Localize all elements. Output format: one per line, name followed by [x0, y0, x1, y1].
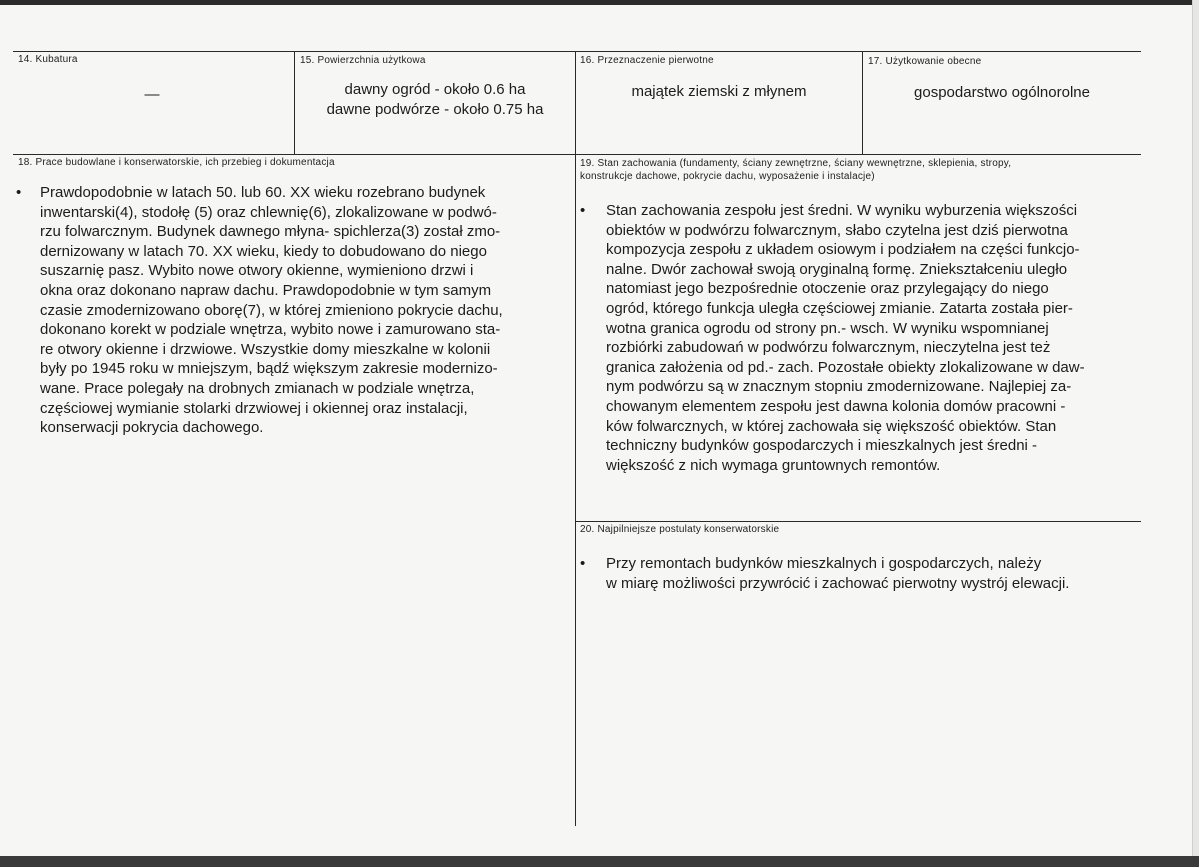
field-16-value: majątek ziemski z młynem: [631, 83, 807, 100]
field-18-line: inwentarski(4), stodołę (5) oraz chlewnię(6), zlokalizowane w podwó-: [40, 203, 497, 221]
field-18-bullet: •: [16, 184, 22, 201]
field-15-line: dawne podwórze - około 0.75 ha: [326, 101, 544, 118]
field-19-line: wotna granica ogrodu od strony pn.- wsch. W wyniku wspomnianej: [606, 319, 1049, 337]
field-19-line: nym podwórzu są w znacznym stopniu zmodernizowane. Najlepiej za-: [606, 378, 1072, 396]
grid-line-col2: [575, 51, 576, 826]
grid-line-section20-top: [575, 521, 1141, 522]
field-18-line: re otwory okienne i drzwiowe. Wszystkie domy mieszkalne w kolonii: [40, 340, 491, 358]
field-19-line: techniczny budynków gospodarczych i mieszkalnych jest średni -: [606, 437, 1038, 455]
field-18-label: 18. Prace budowlane i konserwatorskie, ich przebieg i dokumentacja: [18, 157, 335, 168]
field-18-line: rzu folwarcznym. Budynek dawnego młyna- spichlerza(3) został zmo-: [40, 223, 501, 241]
field-19-line: chowanym elementem zespołu jest dawna kolonia domów pracowni -: [606, 397, 1066, 415]
field-16-label: 16. Przeznaczenie pierwotne: [580, 55, 714, 66]
field-19-line: rozbiórki zabudowań w podwórzu folwarcznym, nieczytelna jest też: [606, 339, 1051, 357]
field-20-text: [606, 554, 1141, 593]
field-20-bullet: •: [580, 555, 586, 572]
field-20-line: w miarę możliwości przywrócić i zachować pierwotny wystrój elewacji.: [606, 574, 1070, 592]
grid-line-top: [13, 51, 1141, 52]
field-18-line: konserwacji pokrycia dachowego.: [40, 419, 264, 437]
scan-top-edge: [0, 0, 1199, 5]
field-19-bullet: •: [580, 202, 586, 219]
scan-bottom-edge: [0, 856, 1199, 867]
grid-line-row1-bottom: [13, 154, 1141, 155]
field-19-line: natomiast jego bezpośrednie otoczenie oraz przylegający do niego: [606, 280, 1049, 298]
field-19-label-line: konstrukcje dachowe, pokrycie dachu, wyposażenie i instalacje): [580, 171, 875, 182]
field-19-line: ków folwarcznych, w której zachowała się większość obiektów. Stan: [606, 417, 1057, 435]
field-18-line: dernizowany w latach 70. XX wieku, kiedy to dobudowano do niego: [40, 242, 487, 260]
field-19-line: nalne. Dwór zachował swoją oryginalną formę. Zniekształceniu uległo: [606, 260, 1068, 278]
field-18-line: suszarnię pasz. Wybito nowe otwory okienne, wymieniono drzwi i: [40, 262, 474, 280]
field-14-value: —: [144, 86, 160, 103]
field-19-line: kompozycja zespołu z układem osiowym i podziałem na części funkcjo-: [606, 241, 1080, 259]
field-18-line: dokonano korekt w podziale wnętrza, wybito nowe i zamurowano sta-: [40, 321, 501, 339]
field-19-line: większość z nich wymaga gruntownych remontów.: [606, 456, 941, 474]
field-15-line: dawny ogród - około 0.6 ha: [344, 81, 526, 98]
field-18-line: częściowej wymianie stolarki drzwiowej i okiennej oraz instalacji,: [40, 399, 468, 417]
field-19-line: obiektów w podwórzu folwarcznym, słabo czytelna jest dziś pierwotna: [606, 221, 1068, 239]
field-19-text: [606, 201, 1141, 475]
field-18-line: wane. Prace polegały na drobnych zmianach w podziale wnętrza,: [40, 379, 475, 397]
field-15-label: 15. Powierzchnia użytkowa: [300, 55, 426, 66]
field-20-line: Przy remontach budynków mieszkalnych i gospodarczych, należy: [606, 555, 1042, 572]
field-17-value: gospodarstwo ogólnorolne: [914, 84, 1090, 101]
field-20-label: 20. Najpilniejsze postulaty konserwatorskie: [580, 524, 780, 535]
field-19-label-line: 19. Stan zachowania (fundamenty, ściany zewnętrzne, ściany wewnętrzne, sklepienia, stropy,: [580, 158, 1012, 169]
field-17-label: 17. Użytkowanie obecne: [868, 56, 982, 67]
field-19-line: Stan zachowania zespołu jest średni. W wyniku wyburzenia większości: [606, 202, 1078, 219]
field-19-line: granica założenia od pd.- zach. Pozostałe obiekty zlokalizowane w daw-: [606, 358, 1085, 376]
field-18-line: okna oraz dokonano napraw dachu. Prawdopodobnie w tym samym: [40, 281, 492, 299]
field-18-line: Prawdopodobnie w latach 50. lub 60. XX wieku rozebrano budynek: [40, 184, 486, 201]
scan-right-edge: [1192, 0, 1199, 867]
field-18-line: były po 1945 roku w mniejszym, bądź większym zakresie modernizo-: [40, 360, 498, 378]
field-15-value: [295, 80, 575, 120]
field-19-label: [580, 157, 1011, 183]
field-19-line: ogród, którego funkcja uległa częściowej zmianie. Zatarta została pier-: [606, 299, 1073, 317]
field-14-label: 14. Kubatura: [18, 54, 78, 65]
field-18-text: [40, 183, 570, 438]
field-18-line: czasie zmodernizowano oborę(7), w której zmieniono pokrycie dachu,: [40, 301, 503, 319]
